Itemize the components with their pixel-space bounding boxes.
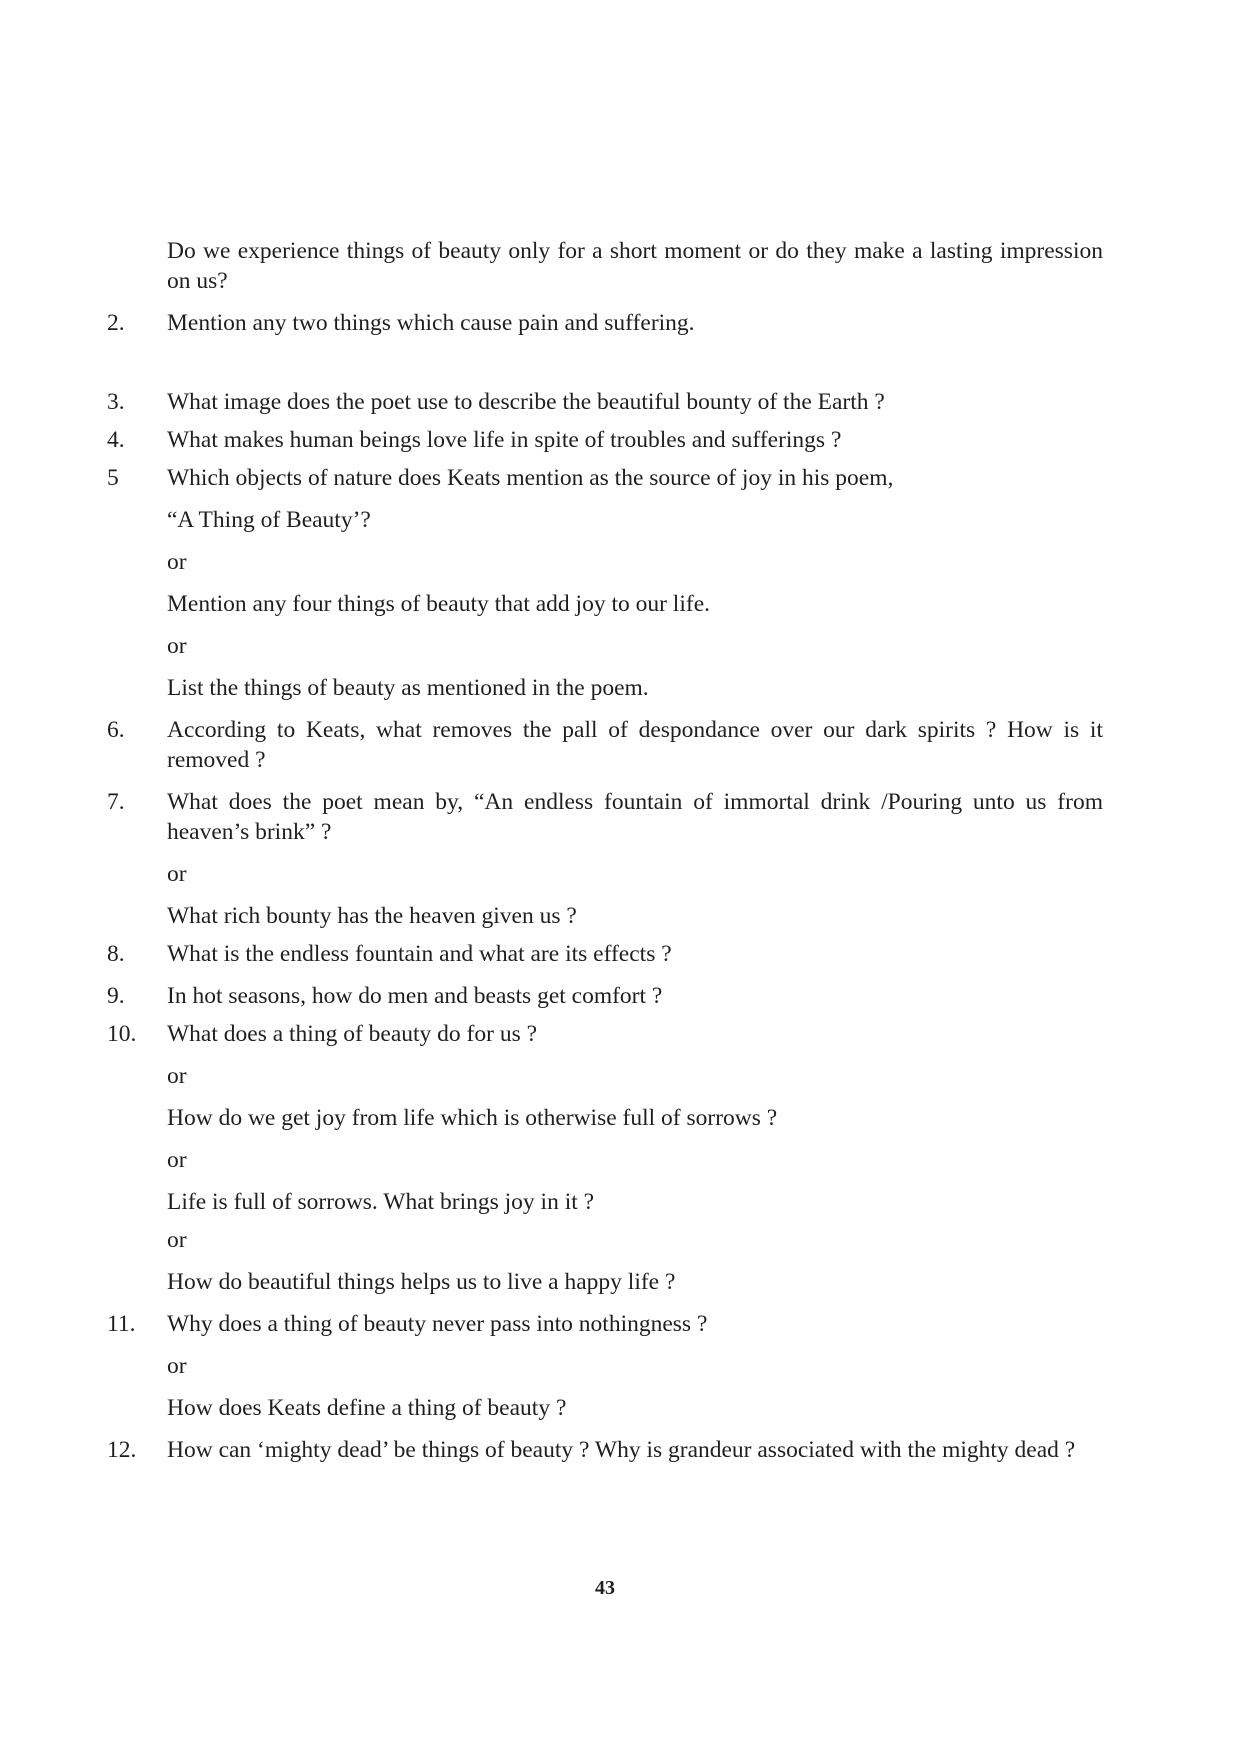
question-text: List the things of beauty as mentioned in the poem. [167, 675, 649, 701]
question-text: How does Keats define a thing of beauty ? [167, 1395, 567, 1421]
question-list [107, 236, 1103, 1465]
question-text: What makes human beings love life in spite of troubles and sufferings ? [167, 427, 842, 453]
question-text: How do beautiful things helps us to live a happy life ? [167, 1269, 676, 1295]
or-separator [107, 1225, 1103, 1255]
or-separator [107, 859, 1103, 889]
question-item [107, 981, 1103, 1011]
question-text: Which objects of nature does Keats mention as the source of joy in his poem, [167, 465, 894, 491]
or-separator [107, 631, 1103, 661]
or-separator [107, 1145, 1103, 1175]
question-text: Life is full of sorrows. What brings joy in it ? [167, 1189, 595, 1215]
question-number: 11. [107, 1311, 136, 1337]
question-text: Do we experience things of beauty only for a short moment or do they make a lasting impression on us? [167, 238, 1103, 294]
question-number: 8. [107, 941, 125, 967]
question-number: 9. [107, 983, 125, 1009]
question-alternative [107, 1187, 1103, 1217]
question-text: or [167, 1063, 187, 1089]
question-text: or [167, 1353, 187, 1379]
question-number: 4. [107, 427, 125, 453]
question-item [107, 787, 1103, 847]
question-alternative [107, 901, 1103, 931]
question-alternative [107, 1393, 1103, 1423]
question-continuation [107, 505, 1103, 535]
question-item [107, 1019, 1103, 1049]
question-text: or [167, 549, 187, 575]
question-text: “A Thing of Beauty’? [167, 507, 371, 533]
question-item [107, 939, 1103, 969]
question-text: or [167, 861, 187, 887]
question-number: 5 [107, 465, 119, 491]
question-text: In hot seasons, how do men and beasts get comfort ? [167, 983, 663, 1009]
question-item [107, 236, 1103, 296]
question-number: 3. [107, 389, 125, 415]
question-alternative [107, 589, 1103, 619]
question-item [107, 387, 1103, 417]
question-text: or [167, 1147, 187, 1173]
or-separator [107, 1061, 1103, 1091]
question-text: What does the poet mean by, “An endless fountain of immortal drink /Pouring unto us from heaven’s brink” ? [167, 789, 1103, 845]
question-text: What image does the poet use to describe the beautiful bounty of the Earth ? [167, 389, 885, 415]
question-text: Mention any four things of beauty that add joy to our life. [167, 591, 711, 617]
question-text: Mention any two things which cause pain and suffering. [167, 310, 695, 336]
question-alternative [107, 673, 1103, 703]
question-number: 7. [107, 789, 125, 815]
question-text: According to Keats, what removes the pall of despondance over our dark spirits ? How is it removed ? [167, 717, 1103, 773]
question-text: What is the endless fountain and what are its effects ? [167, 941, 672, 967]
question-text: or [167, 633, 187, 659]
question-number: 2. [107, 310, 125, 336]
question-item [107, 715, 1103, 775]
question-text: What rich bounty has the heaven given us ? [167, 903, 577, 929]
question-number: 6. [107, 717, 125, 743]
question-alternative [107, 1267, 1103, 1297]
question-text: or [167, 1227, 187, 1253]
or-separator [107, 547, 1103, 577]
question-item [107, 1435, 1103, 1465]
question-alternative [107, 1103, 1103, 1133]
question-number: 12. [107, 1437, 137, 1463]
question-text: What does a thing of beauty do for us ? [167, 1021, 538, 1047]
question-item [107, 308, 1103, 338]
question-text: How can ‘mighty dead’ be things of beauty ? Why is grandeur associated with the mighty dead ? [167, 1437, 1076, 1463]
question-item [107, 463, 1103, 493]
question-item [107, 425, 1103, 455]
question-text: Why does a thing of beauty never pass into nothingness ? [167, 1311, 708, 1337]
page-number: 43 [595, 1577, 615, 1599]
or-separator [107, 1351, 1103, 1381]
question-item [107, 1309, 1103, 1339]
question-number: 10. [107, 1021, 137, 1047]
question-text: How do we get joy from life which is otherwise full of sorrows ? [167, 1105, 778, 1131]
